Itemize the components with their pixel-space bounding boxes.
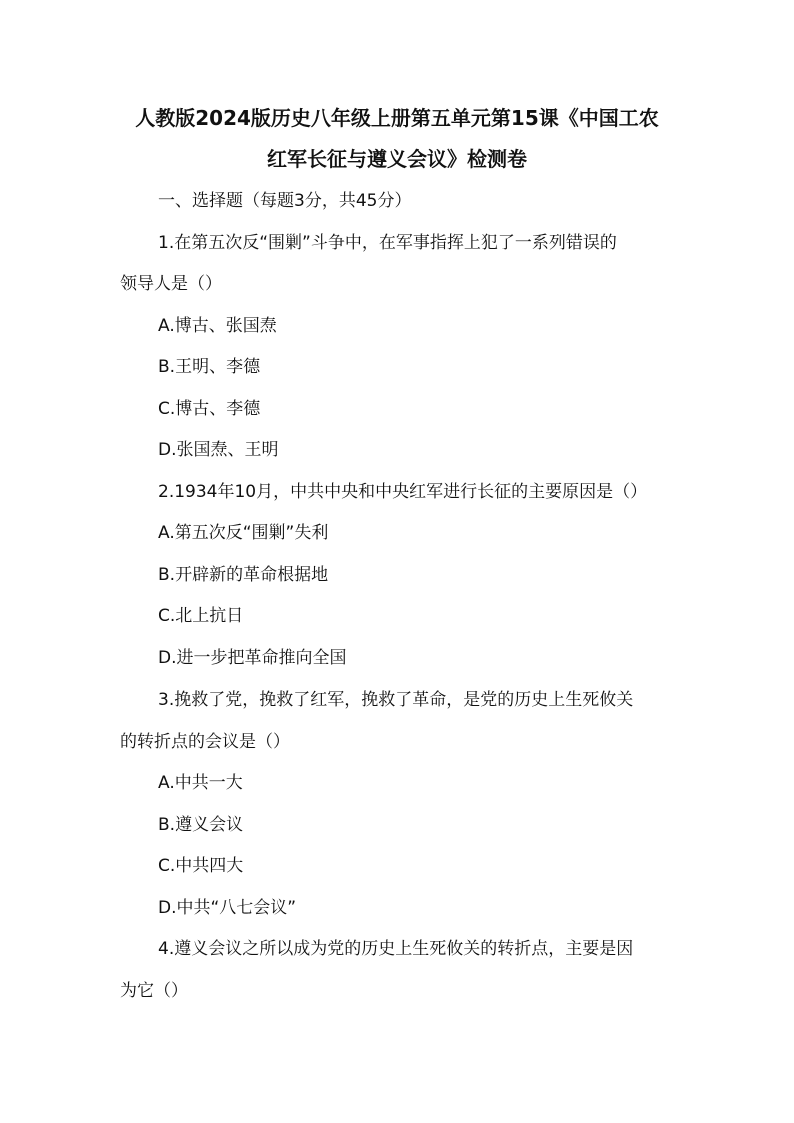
question-3-stem: 3.挽救了党，挽救了红军，挽救了革命，是党的历史上生死攸关	[158, 690, 634, 710]
question-1-option-a: A.博古、张国焘	[158, 316, 277, 336]
section-heading: 一、选择题（每题3分，共45分）	[158, 191, 412, 211]
document-title-line-2: 红军长征与遵义会议》检测卷	[267, 147, 527, 171]
question-1-option-b: B.王明、李德	[158, 357, 261, 377]
question-3-option-a: A.中共一大	[158, 773, 243, 793]
question-4-stem-continued: 为它（）	[120, 981, 188, 1001]
question-3-option-b: B.遵义会议	[158, 815, 244, 835]
document-title-line-1: 人教版2024版历史八年级上册第五单元第15课《中国工农	[135, 106, 659, 130]
question-1-stem-continued: 领导人是（）	[120, 274, 222, 294]
question-2-option-c: C.北上抗日	[158, 606, 244, 626]
question-1-option-d: D.张国焘、王明	[158, 440, 279, 460]
question-2-option-b: B.开辟新的革命根据地	[158, 565, 329, 585]
question-1-stem: 1.在第五次反“围剿”斗争中，在军事指挥上犯了一系列错误的	[158, 233, 617, 253]
question-3-stem-continued: 的转折点的会议是（）	[120, 732, 290, 752]
question-2-option-a: A.第五次反“围剿”失利	[158, 523, 329, 543]
question-2-option-d: D.进一步把革命推向全国	[158, 648, 347, 668]
question-2-stem: 2.1934年10月，中共中央和中央红军进行长征的主要原因是（）	[158, 482, 648, 502]
question-1-option-c: C.博古、李德	[158, 399, 261, 419]
question-4-stem: 4.遵义会议之所以成为党的历史上生死攸关的转折点，主要是因	[158, 939, 634, 959]
question-3-option-c: C.中共四大	[158, 856, 244, 876]
question-3-option-d: D.中共“八七会议”	[158, 898, 297, 918]
